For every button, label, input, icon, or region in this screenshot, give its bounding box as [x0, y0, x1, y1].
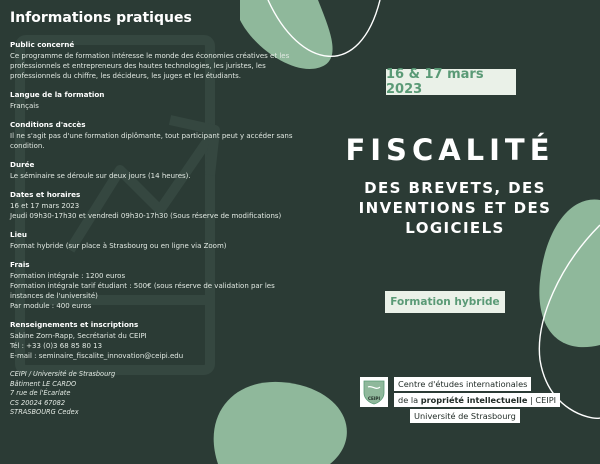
section-contact — [10, 320, 300, 361]
section-heading: Conditions d'accès — [10, 120, 86, 129]
subtitle — [340, 178, 570, 238]
ceipi-logo — [360, 377, 557, 425]
section-text: Formation intégrale tarif étudiant : 500€ (sous réserve de validation par les — [10, 282, 275, 290]
practical-info-column — [10, 10, 300, 418]
section-text: Le séminaire se déroule sur deux jours (14 heures). — [10, 172, 191, 180]
logo-line-2-suffix: | CEIPI — [527, 395, 557, 405]
ceipi-logo-icon — [360, 377, 388, 407]
section-text: Sabine Zorn-Rapp, Secrétariat du CEIPI — [10, 332, 147, 340]
logo-line-2-prefix: de la — [398, 395, 421, 405]
address-line: Bâtiment LE CARDO — [10, 379, 77, 388]
section-heading: Lieu — [10, 230, 28, 239]
section-fees — [10, 260, 300, 311]
subtitle-line: DES BREVETS, DES — [364, 179, 546, 197]
logo-mark-text: CEIPI — [367, 396, 381, 401]
section-public — [10, 40, 300, 81]
format-badge: Formation hybride — [385, 291, 505, 313]
section-text: Français — [10, 102, 39, 110]
address-line: CS 20024 67082 — [10, 398, 66, 407]
logo-line-2 — [394, 393, 560, 407]
address-line: STRASBOURG Cedex — [10, 408, 79, 417]
section-location — [10, 230, 300, 251]
main-title: FISCALITÉ — [345, 133, 555, 167]
section-heading: Dates et horaires — [10, 190, 81, 199]
logo-line-1: Centre d'études internationales — [394, 377, 531, 391]
section-text: condition. — [10, 142, 45, 150]
practical-info-title: Informations pratiques — [10, 10, 192, 26]
section-text: Par module : 400 euros — [10, 302, 92, 310]
section-text: Il ne s'agit pas d'une formation diplômante, tout participant peut y accéder sans — [10, 132, 293, 140]
subtitle-line: LOGICIELS — [405, 219, 505, 237]
section-language — [10, 90, 300, 111]
section-text: professionnels du chiffre, les décideurs, les juges et les étudiants. — [10, 72, 241, 80]
event-date-badge: 16 & 17 mars 2023 — [386, 69, 516, 95]
section-text: Ce programme de formation intéresse le monde des économies créatives et les — [10, 52, 290, 60]
section-heading: Durée — [10, 160, 35, 169]
contact-email-link[interactable]: E-mail : seminaire_fiscalite_innovation@ceipi.edu — [10, 352, 184, 360]
section-heading: Renseignements et inscriptions — [10, 320, 139, 329]
section-heading: Langue de la formation — [10, 90, 105, 99]
section-text: instances de l'université) — [10, 292, 98, 300]
section-heading: Frais — [10, 260, 30, 269]
logo-line-3: Université de Strasbourg — [410, 409, 520, 423]
section-text: 16 et 17 mars 2023 — [10, 202, 80, 210]
subtitle-line: INVENTIONS ET DES — [358, 199, 552, 217]
logo-line-2-bold: propriété intellectuelle — [420, 395, 528, 405]
section-text: Formation intégrale : 1200 euros — [10, 272, 126, 280]
section-access — [10, 120, 300, 151]
section-dates — [10, 190, 300, 221]
section-heading: Public concerné — [10, 40, 75, 49]
address-line: 7 rue de l'Écarlate — [10, 389, 71, 398]
section-text: Tél : +33 (0)3 68 85 80 13 — [10, 342, 103, 350]
postal-address — [10, 370, 300, 418]
section-duration — [10, 160, 300, 181]
section-text: Format hybride (sur place à Strasbourg ou en ligne via Zoom) — [10, 242, 227, 250]
section-text: professionnels et entrepreneurs des hautes technologies, les juristes, les — [10, 62, 266, 70]
address-line: CEIPI / Université de Strasbourg — [10, 370, 116, 378]
section-text: Jeudi 09h30-17h30 et vendredi 09h30-17h30 (Sous réserve de modifications) — [10, 212, 282, 220]
